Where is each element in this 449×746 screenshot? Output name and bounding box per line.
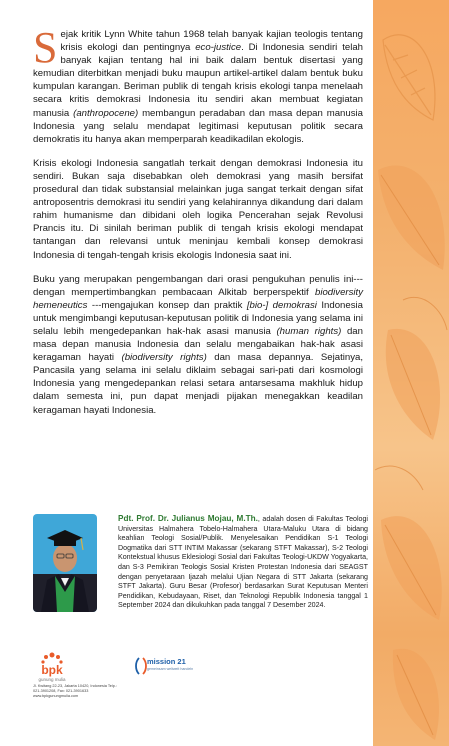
bpk-logo-icon: [35, 650, 69, 684]
publisher-address: Jl. Kwitang 22-23, Jakarta 10420, Indonesia Telp.: 021-3901208, Fax: 021-3901633 www.bpkgunungmulia.com: [33, 684, 117, 698]
synopsis-paragraph-1: Sejak kritik Lynn White tahun 1968 telah banyak kajian teologis tentang krisis ekologi dan pentingnya eco-justice. Di Indonesia sendiri telah banyak kajian tentang hal ini baik dalam bentuk disertasi yang kemudian diterbitkan menjadi buku maupun artikel-artikel dalam bentuk buku kumpulan karangan. Beriman publik di tengah krisis ekologi tanpa menelaah secara kritis demokrasi Indonesia itu sendiri akan membuat kegiatan manusia (anthropocene) membangun peradaban dan masa depan manusia Indonesia yang selalu mendapat legitimasi keputusan politik secara demokratis itu hanya akan memperparah keadikadilan ekologis.: [33, 23, 363, 145]
author-portrait-icon: [33, 514, 97, 612]
author-bio: Pdt. Prof. Dr. Julianus Mojau, M.Th., adalah dosen di Fakultas Teologi Universitas Halmahera Tobelo-Halmahera Utara-Maluku Utara di bidang keahlian Teologi Sosial/Publik. Menyelesaikan Pendidikan S-1 Teologi Dogmatika dari STT INTIM Makassar (sekarang STFT Makassar), S-2 Teologi Kontekstual khusus Eklesiologi Sosial dari Fakultas Teologi-UKDW Yogyakarta, dan S-3 Pemikiran Teologis Sosial Kristen Protestan Indonesia dari SEAGST dengan penyetaraan Ijazah melalui Ujian Negara di STT Jakarta (sekarang STFT Jakarta). Guru Besar (Profesor) berdasarkan Surat Keputusan Menteri Pendidikan, Kebudayaan, Riset, dan Teknologi Republik Indonesia tanggal 1 September 2024 dan dikukuhkan pada tanggal 7 Desember 2024.: [118, 514, 368, 610]
publisher-footer: [33, 648, 363, 728]
author-photo: [33, 514, 97, 612]
svg-text:gunung mulia: gunung mulia: [38, 677, 66, 682]
svg-text:bpk: bpk: [41, 663, 63, 677]
synopsis-text: [33, 23, 363, 428]
leaf-pattern-icon: [373, 0, 449, 746]
synopsis-paragraph-2: Krisis ekologi Indonesia sangatlah terkait dengan demokrasi Indonesia itu sendiri. Bukan saja disebabkan oleh demokrasi yang masih bersifat prosedural dan tidak substansial melainkan juga sangat terkait dengan sifat antroposentris demokrasi itu sendiri yang kelahirannya dikandung dari dalam rahim humanisme dan dibidani oleh logika Pencerahan sejak Revolusi Prancis itu. Di sinilah beriman publik di tengah krisis ekologi mendapat tantangan dan relevansi untuk meninjau kembali konsep demokrasi Indonesia di tengah-tengah krisis ekologis Indonesia saat ini.: [33, 157, 363, 261]
author-name: Pdt. Prof. Dr. Julianus Mojau, M.Th.: [118, 514, 258, 523]
partner-name: mission 21: [147, 657, 186, 666]
decorative-leaf-band: [373, 0, 449, 746]
synopsis-paragraph-3: Buku yang merupakan pengembangan dari orasi pengukuhan penulis ini---dengan mempertimbangkan pembacaan Alkitab berperspektif biodiversity hemeneutics ---mengajukan konsep dan praktik [bio-] demokrasi Indonesia untuk mengimbangi keputusan-keputusan politik di Indonesia yang selama ini selalu lebih mengedepankan hak-hak asasi manusia (human rights) dan masa depan manusia Indonesia dan selalu mengabaikan hak-hak asasi keragaman hayati (biodiversity rights) dan masa depannya. Sejatinya, Pancasila yang selama ini selalu diklaim sebagai sari-pati dari kosmologi Indonesia yang mengedepankan relasi setara antarsesama makhluk hidup dalam semesta ini, pun dapat menjadi pijakan menegakkan keadilan keragaman hayati Indonesia.: [33, 273, 363, 416]
partner-tagline: gemeinsam weltweit handeln: [147, 667, 194, 671]
drop-cap-letter: S: [33, 23, 58, 72]
author-section: [33, 514, 369, 618]
